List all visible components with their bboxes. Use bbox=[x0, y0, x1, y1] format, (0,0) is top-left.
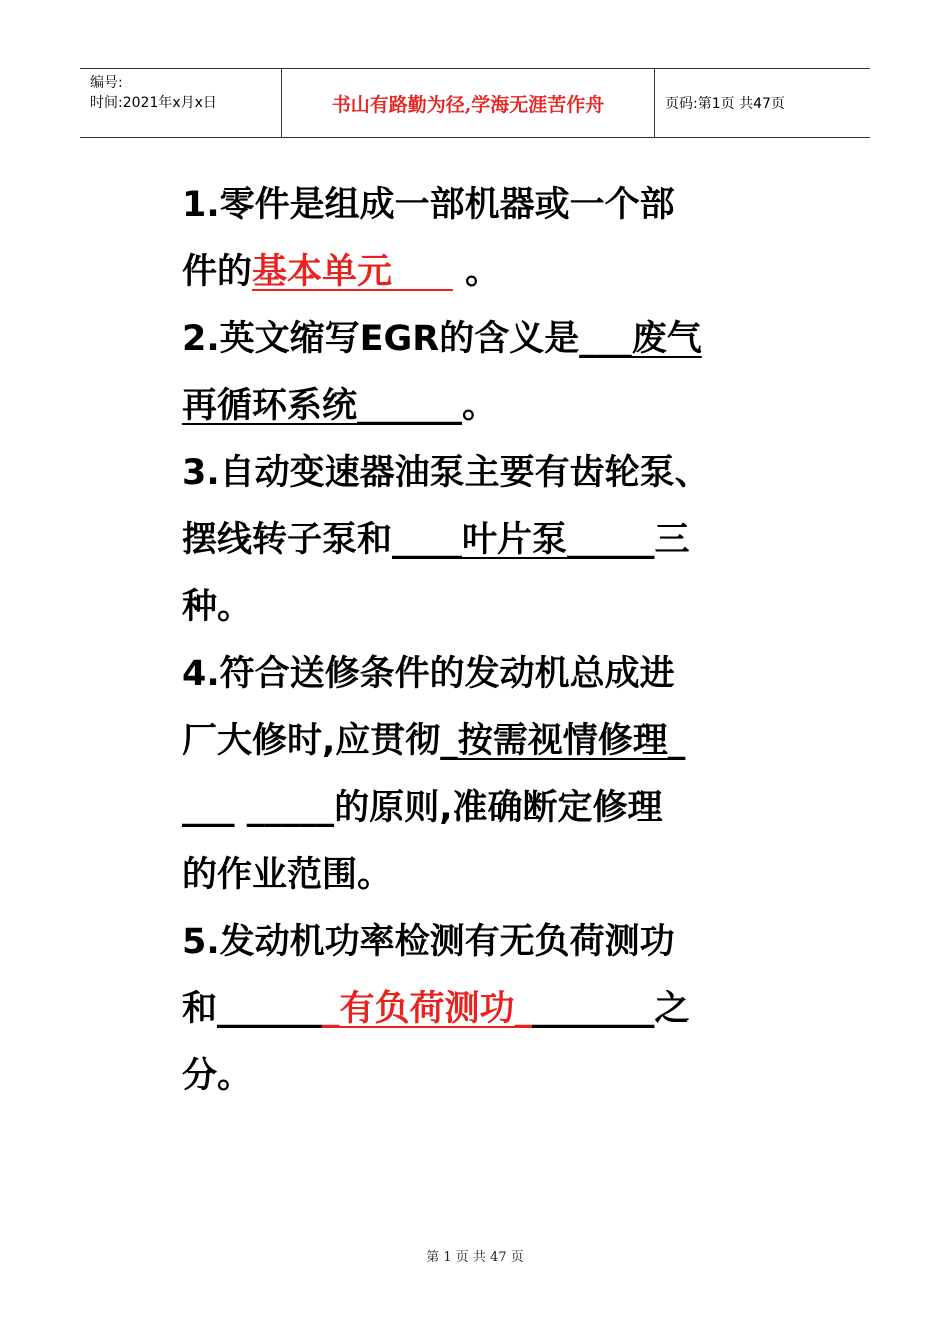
header-motto-cell bbox=[282, 69, 655, 137]
q2-line1 bbox=[182, 306, 842, 373]
q4-answer: _按需视情修理_ bbox=[440, 721, 686, 761]
q1-answer: 基本单元 bbox=[252, 252, 393, 292]
page-footer: 第 1 页 共 47 页 bbox=[426, 1250, 524, 1265]
number-label: 编号: bbox=[90, 75, 123, 91]
time-label: 时间:2021年x月x日 bbox=[90, 95, 217, 111]
q5-text-3: 之 bbox=[654, 989, 690, 1029]
q4-line1 bbox=[182, 641, 842, 708]
header-table bbox=[80, 68, 870, 138]
q4-line4 bbox=[182, 842, 842, 909]
q3-text: 3.自动变速器油泵主要有齿轮泵、 bbox=[182, 453, 710, 493]
q5-line2 bbox=[182, 976, 842, 1043]
q1-text: 1.零件是组成一部机器或一个部 bbox=[182, 185, 675, 225]
question-list bbox=[182, 172, 842, 1110]
q4-text: 4.符合送修条件的发动机总成进 bbox=[182, 654, 675, 694]
q3-line3 bbox=[182, 574, 842, 641]
q2-end: 。 bbox=[462, 386, 498, 426]
q1-end: 。 bbox=[452, 252, 501, 292]
q5-text-2: 和 bbox=[182, 989, 218, 1029]
q3-line1 bbox=[182, 440, 842, 507]
q4-line3 bbox=[182, 775, 842, 842]
q5-answer: _有负荷测功_ bbox=[322, 989, 533, 1029]
q1-line1 bbox=[182, 172, 842, 239]
q3-text-2: 摆线转子泵和 bbox=[182, 520, 393, 560]
q2-answer-1: ___废气 bbox=[579, 319, 702, 359]
q5-text: 5.发动机功率检测有无负荷测功 bbox=[182, 922, 675, 962]
q1-blank bbox=[392, 252, 453, 292]
header-meta bbox=[80, 69, 282, 137]
q4-end: 的作业范围。 bbox=[182, 855, 393, 895]
q4-blank: ___ _____ bbox=[182, 788, 335, 828]
q5-line1 bbox=[182, 909, 842, 976]
q3-text-3: 三 bbox=[654, 520, 690, 560]
q4-text-2: 厂大修时,应贯彻 bbox=[182, 721, 441, 761]
q4-line2 bbox=[182, 708, 842, 775]
q1-text-2: 件的 bbox=[182, 252, 253, 292]
q4-text-3: 的原则,准确断定修理 bbox=[334, 788, 663, 828]
q5-line3 bbox=[182, 1043, 842, 1110]
motto: 书山有路勤为径,学海无涯苦作舟 bbox=[331, 93, 605, 116]
q1-line2 bbox=[182, 239, 842, 306]
page-info: 页码:第1页 共47页 bbox=[665, 96, 785, 112]
q2-text: 2.英文缩写EGR的含义是 bbox=[182, 319, 580, 359]
q2-blank: ______ bbox=[357, 386, 463, 426]
q3-end: 种。 bbox=[182, 587, 253, 627]
header-page-cell bbox=[655, 69, 870, 137]
q2-line2 bbox=[182, 373, 842, 440]
q5-blank-1: ______ bbox=[217, 989, 323, 1029]
q5-end: 分。 bbox=[182, 1056, 253, 1096]
q2-answer-2: 再循环系统 bbox=[182, 386, 358, 426]
q3-answer: ____叶片泵_____ bbox=[392, 520, 655, 560]
q5-blank-2: _______ bbox=[532, 989, 655, 1029]
q3-line2 bbox=[182, 507, 842, 574]
